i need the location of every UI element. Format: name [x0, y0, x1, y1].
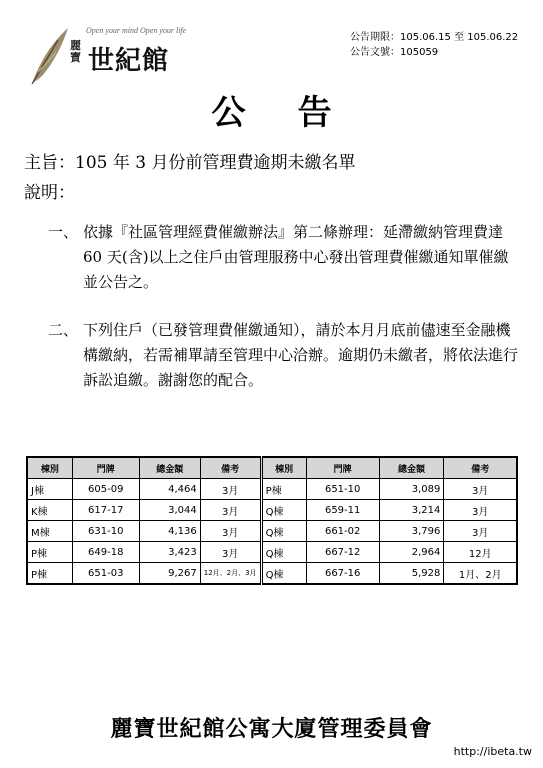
- cell-note: 3月: [200, 542, 261, 563]
- cell-amount: 3,423: [139, 542, 200, 563]
- cell-building: P棟: [27, 542, 72, 563]
- overdue-table: [26, 456, 518, 585]
- header-unit: 門牌: [306, 457, 379, 479]
- cell-building: Q棟: [261, 563, 306, 585]
- cell-amount: 9,267: [139, 563, 200, 585]
- paragraph-text: 下列住戶（已發管理費催繳通知），請於本月月底前儘速至金融機構繳納，若需補單請至管理中心洽辦。逾期仍未繳者，將依法進行訴訟追繳。謝謝您的配合。: [83, 321, 519, 389]
- logo-small-text: 麗寶: [70, 39, 81, 64]
- footer-committee: 麗寶世紀館公寓大廈管理委員會: [110, 716, 433, 742]
- cell-note: 3月: [200, 479, 261, 500]
- page-title: 公告: [211, 93, 384, 133]
- cell-building: M棟: [27, 521, 72, 542]
- header-note: 備考: [200, 457, 261, 479]
- cell-unit: 649-18: [72, 542, 139, 563]
- cell-unit: 651-10: [306, 479, 379, 500]
- cell-amount: 3,214: [379, 500, 444, 521]
- table-row: [27, 563, 517, 585]
- header-building: 棟別: [261, 457, 306, 479]
- notice-period: 公告期限：105.06.15 至 105.06.22: [350, 32, 519, 43]
- table-header-row: [27, 457, 517, 479]
- cell-amount: 3,044: [139, 500, 200, 521]
- subject-line: 主旨：105 年 3 月份前管理費逾期未繳名單: [24, 153, 356, 173]
- table-row: [27, 521, 517, 542]
- table-row: [27, 542, 517, 563]
- cell-unit: 651-03: [72, 563, 139, 585]
- header-amount: 總金額: [379, 457, 444, 479]
- cell-amount: 4,136: [139, 521, 200, 542]
- cell-unit: 659-11: [306, 500, 379, 521]
- cell-amount: 3,796: [379, 521, 444, 542]
- paragraph-number: 二、: [48, 321, 79, 339]
- cell-building: P棟: [27, 563, 72, 585]
- paragraph-text: 依據『社區管理經費催繳辦法』第二條辦理：延滯繳納管理費達 60 天(含)以上之住戶由管理服務中心發出管理費催繳通知單催繳並公告之。: [83, 223, 509, 291]
- header-building: 棟別: [27, 457, 72, 479]
- cell-building: Q棟: [261, 542, 306, 563]
- cell-building: K棟: [27, 500, 72, 521]
- feather-icon: [28, 26, 72, 88]
- logo: [28, 22, 187, 92]
- cell-note: 3月: [444, 479, 517, 500]
- cell-note: 12月、2月、3月: [200, 563, 261, 585]
- table-row: [27, 500, 517, 521]
- cell-amount: 4,464: [139, 479, 200, 500]
- header-unit: 門牌: [72, 457, 139, 479]
- watermark: http://ibeta.tw: [451, 744, 535, 759]
- paragraph-number: 一、: [48, 223, 79, 241]
- cell-building: P棟: [261, 479, 306, 500]
- cell-note: 3月: [444, 500, 517, 521]
- cell-unit: 667-16: [306, 563, 379, 585]
- description-label: 說明：: [24, 183, 75, 203]
- cell-note: 3月: [200, 500, 261, 521]
- cell-unit: 631-10: [72, 521, 139, 542]
- cell-amount: 3,089: [379, 479, 444, 500]
- cell-amount: 5,928: [379, 563, 444, 585]
- cell-amount: 2,964: [379, 542, 444, 563]
- cell-unit: 617-17: [72, 500, 139, 521]
- cell-building: Q棟: [261, 521, 306, 542]
- paragraph-1: [48, 220, 518, 295]
- cell-note: 3月: [200, 521, 261, 542]
- cell-building: J棟: [27, 479, 72, 500]
- notice-meta: [350, 30, 518, 60]
- cell-unit: 605-09: [72, 479, 139, 500]
- table-row: [27, 479, 517, 500]
- header-note: 備考: [444, 457, 517, 479]
- cell-building: Q棟: [261, 500, 306, 521]
- header-amount: 總金額: [139, 457, 200, 479]
- paragraph-2: [48, 318, 518, 393]
- cell-unit: 661-02: [306, 521, 379, 542]
- cell-note: 3月: [444, 521, 517, 542]
- cell-unit: 667-12: [306, 542, 379, 563]
- logo-tagline: Open your mind Open your life: [86, 26, 187, 35]
- cell-note: 12月: [444, 542, 517, 563]
- logo-big-text: 世紀館: [88, 46, 170, 76]
- notice-doc-number: 公告文號：105059: [350, 47, 439, 58]
- cell-note: 1月、2月: [444, 563, 517, 585]
